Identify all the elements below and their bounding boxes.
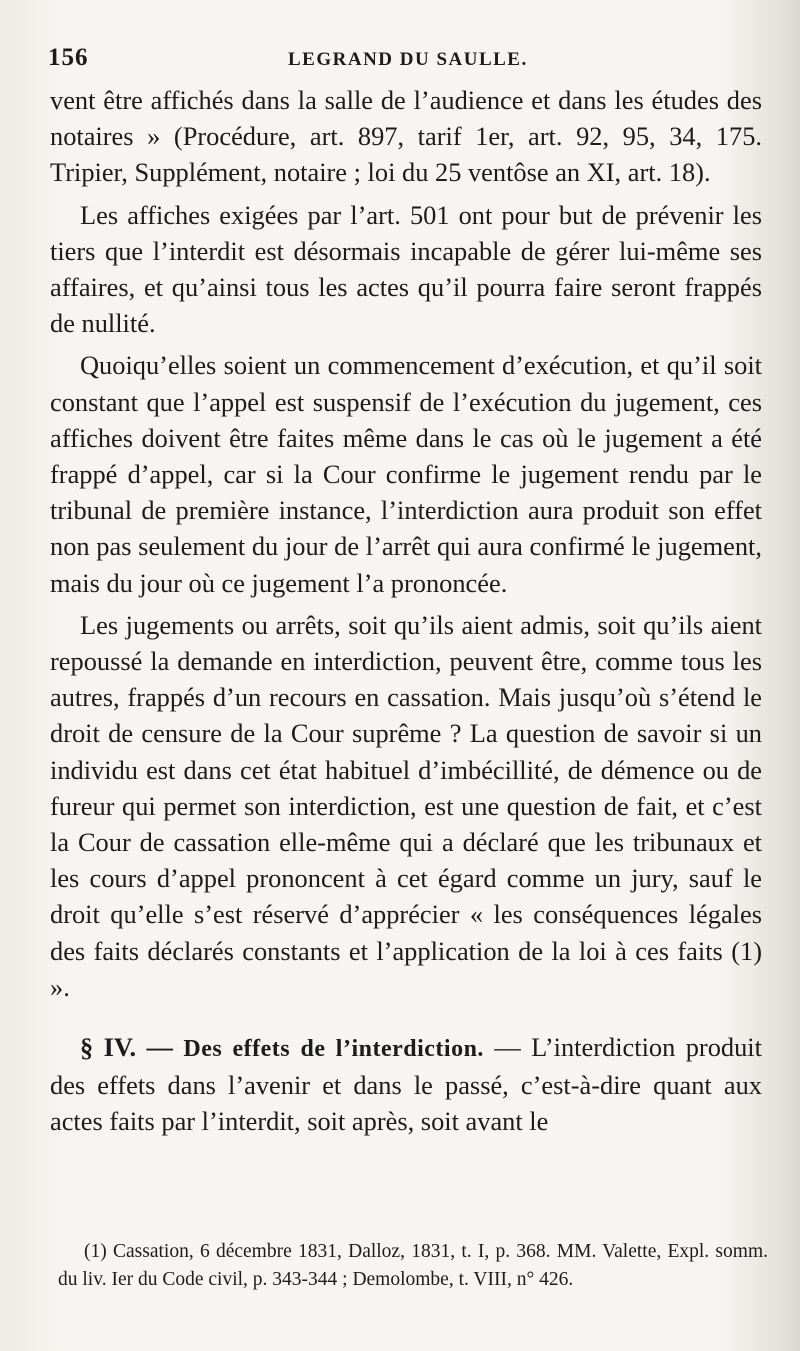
section-paragraph: [50, 1029, 762, 1140]
footnotes: [58, 1238, 768, 1294]
paragraph: Les affiches exigées par l’art. 501 ont pour but de prévenir les tiers que l’interdit est désormais incapable de gérer lui-même ses affaires, et qu’ainsi tous les actes qu’il pourra faire seront frappés de nullité.: [50, 199, 762, 339]
section-text: — L’interdiction produit des effets dans l’avenir et dans le passé, c’est-à-dire quant aux actes faits par l’interdit, soit après, soit avant le: [50, 1032, 762, 1137]
section-title: Des effets de l’interdiction.: [183, 1036, 484, 1063]
paragraph: Quoiqu’elles soient un commencement d’exécution, et qu’il soit constant que l’appel est suspensif de l’exécution du jugement, ces affiches doivent être faites même dans le cas où le jugement a été frappé d’appel, car si la Cour confirme le jugement rendu par le tribunal de première instance, l’interdiction aura produit son effet non pas seulement du jour de l’arrêt qui aura confirmé le jugement, mais du jour où ce jugement l’a prononcée.: [50, 350, 762, 598]
body-text: [50, 82, 762, 1140]
footnote: (1) Cassation, 6 décembre 1831, Dalloz, 1831, t. I, p. 368. MM. Valette, Expl. somm. du liv. Ier du Code civil, p. 343-344 ; Demolombe, t. VIII, n° 426.: [58, 1241, 768, 1290]
section-number: § IV. —: [80, 1032, 173, 1063]
running-head: LEGRAND DU SAULLE.: [288, 49, 528, 70]
page-number: 156: [48, 44, 89, 71]
paragraph: Les jugements ou arrêts, soit qu’ils aient admis, soit qu’ils aient repoussé la demande en interdiction, peuvent être, comme tous les autres, frappés d’un recours en cassation. Mais jusqu’où s’étend le droit de censure de la Cour suprême ? La question de savoir si un individu est dans cet état habituel d’imbécillité, de démence ou de fureur qui permet son interdiction, est une question de fait, et c’est la Cour de cassation elle-même qui a déclaré que les tribunaux et les cours d’appel prononcent à cet égard comme un jury, sauf le droit qu’elle s’est réservé d’apprécier « les conséquences légales des faits déclarés constants et l’application de la loi à ces faits (1) ».: [50, 609, 762, 1002]
page-header: [48, 44, 738, 80]
paragraph-continuation: vent être affichés dans la salle de l’audience et dans les études des notaires » (Procédure, art. 897, tarif 1er, art. 92, 95, 34, 175. Tripier, Supplément, notaire ; loi du 25 ventôse an XI, art. 18).: [50, 85, 762, 188]
